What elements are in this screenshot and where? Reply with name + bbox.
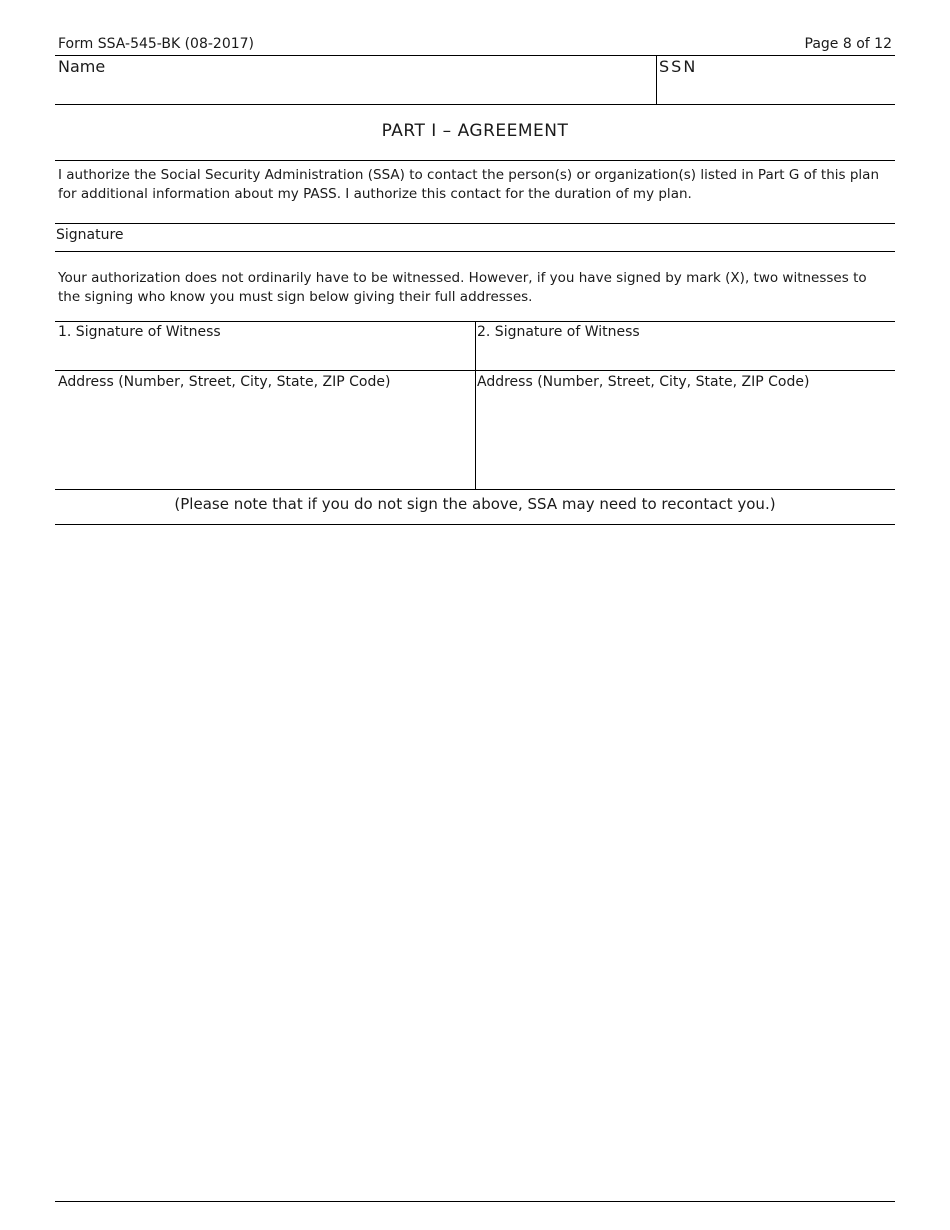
- witness1-signature-label: 1. Signature of Witness: [58, 324, 221, 340]
- divider: [55, 251, 895, 252]
- form-id: Form SSA-545-BK (08-2017): [58, 36, 254, 52]
- page-bottom-rule: [55, 1201, 895, 1202]
- divider: [55, 489, 895, 490]
- divider: [55, 223, 895, 224]
- witness1-address-field[interactable]: [58, 396, 468, 484]
- ssn-field[interactable]: [659, 78, 889, 100]
- section-title: PART I – AGREEMENT: [381, 121, 569, 141]
- witness2-address-field[interactable]: [477, 396, 889, 484]
- divider: [475, 321, 476, 489]
- page-number: Page 8 of 12: [804, 36, 892, 52]
- divider: [55, 55, 895, 56]
- signature-label: Signature: [56, 227, 124, 243]
- witness1-signature-field[interactable]: [58, 344, 468, 366]
- witness2-address-label: Address (Number, Street, City, State, ZIP Code): [477, 374, 810, 390]
- witness2-signature-label: 2. Signature of Witness: [477, 324, 640, 340]
- divider: [656, 55, 657, 104]
- divider: [55, 160, 895, 161]
- authorization-text-line1: I authorize the Social Security Administration (SSA) to contact the person(s) or organization(s) listed in Part G of this plan: [58, 167, 880, 183]
- witness-note-line2: the signing who know you must sign below giving their full addresses.: [58, 289, 533, 305]
- divider: [55, 104, 895, 105]
- divider: [55, 524, 895, 525]
- ssn-label: SSN: [659, 57, 698, 76]
- witness1-address-label: Address (Number, Street, City, State, ZIP Code): [58, 374, 391, 390]
- witness2-signature-field[interactable]: [477, 344, 889, 366]
- name-field[interactable]: [58, 78, 648, 100]
- name-label: Name: [58, 57, 106, 76]
- witness-note-line1: Your authorization does not ordinarily have to be witnessed. However, if you have signed by mark (X), two witnesses to: [58, 270, 867, 286]
- signature-field[interactable]: [140, 227, 890, 247]
- recontact-note: (Please note that if you do not sign the above, SSA may need to recontact you.): [174, 495, 776, 513]
- authorization-text-line2: for additional information about my PASS. I authorize this contact for the duration of my plan.: [58, 186, 692, 202]
- divider: [55, 370, 895, 371]
